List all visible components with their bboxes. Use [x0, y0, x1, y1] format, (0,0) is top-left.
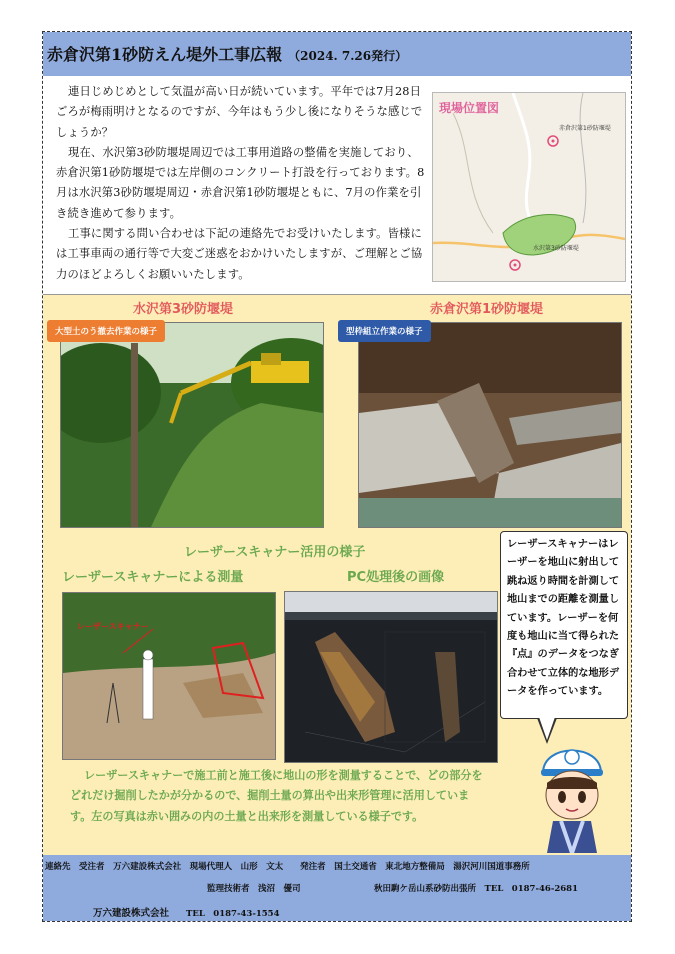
engineer-name: 浅沼 優司 [258, 884, 301, 894]
bubble-text: レーザースキャナーはレーザーを地山に射出して跳ね返り時間を計測して地山までの距離を測量しています。レーザーを何度も地山に当て得られた『点』のデータをつなぎ合わせて立体的な地形データを作っています。 [507, 539, 620, 698]
akakura-section-title: 赤倉沢第1砂防堰堤 [430, 302, 544, 317]
footer-office [374, 882, 578, 894]
laser-section-title: レーザースキャナー活用の様子 [184, 545, 366, 560]
caption-text: レーザースキャナーで施工前と施工後に地山の形を測量することで、どの部分をどれだけ掘削したかが分かるので、掘削土量の算出や出来形管理に活用しています。左の写真は赤い囲みの内の土量と出来形を測量している様子です。 [70, 769, 483, 823]
pc-processed-photo [284, 591, 498, 763]
contact-footer [43, 855, 631, 921]
intro-text [56, 82, 428, 285]
office-name: 秋田駒ケ岳山系砂防出張所 [374, 884, 477, 894]
title-text: 赤倉沢第1砂防えん堤外工事広報 [47, 45, 283, 64]
mizusawa-photo [60, 322, 324, 528]
mizusawa-photo-tag: 大型土のう撤去作業の様子 [47, 320, 165, 342]
footer-row-2 [207, 882, 301, 894]
footer-row-1 [45, 860, 530, 872]
akakura-photo-tag: 型枠組立作業の様子 [338, 320, 431, 342]
intro-paragraph: 連日じめじめとして気温が高い日が続いています。平年では7月28日ごろが梅雨明けとなるのですが、今年はもう少し後になりそうな感じでしょうか？ [56, 85, 423, 139]
location-map [432, 92, 626, 282]
laser-measure-image [63, 593, 275, 759]
map-label-mizusawa: 水沢第3砂防堰堤 [533, 245, 579, 252]
company-name: 万六建設株式会社 [93, 908, 170, 919]
explanation-bubble [500, 531, 628, 719]
mascot-graphic [535, 735, 609, 853]
laser-caption [70, 766, 488, 827]
pc-processed-title: PC処理後の画像 [347, 570, 445, 585]
issue-date: （2024. 7.26発行） [288, 49, 408, 63]
map-label-akakura: 赤倉沢第1砂防堰堤 [559, 125, 611, 132]
mizusawa-section-title: 水沢第3砂防堰堤 [133, 302, 234, 317]
company-tel: TEL 0187-43-1554 [186, 909, 280, 919]
mizusawa-photo-image [61, 323, 323, 527]
site-agent-name: 山形 文太 [240, 862, 284, 872]
akakura-photo [358, 322, 622, 528]
laser-measure-title: レーザースキャナーによる測量 [62, 570, 244, 585]
orderer-label: 発注者 [300, 862, 326, 872]
site-agent-label: 現場代理人 [189, 862, 233, 872]
contractor-label: 受注者 [79, 862, 105, 872]
page-title [47, 42, 407, 65]
orderer-name: 国土交通省 東北地方整備局 湯沢河川国道事務所 [334, 862, 530, 872]
laser-label: レーザースキャナー [77, 622, 149, 631]
mascot-illustration [535, 735, 609, 853]
contact-label: 連絡先 [45, 862, 71, 872]
laser-measure-photo [62, 592, 276, 760]
map-title: 現場位置図 [439, 101, 500, 115]
pc-processed-image [285, 592, 497, 762]
footer-row-3 [93, 905, 280, 919]
akakura-photo-image [359, 323, 621, 527]
header-bar [43, 32, 631, 76]
engineer-label: 監理技術者 [207, 884, 250, 894]
contractor-name: 万六建設株式会社 [113, 862, 182, 872]
office-tel: TEL 0187-46-2681 [484, 884, 579, 894]
intro-paragraph: 現在、水沢第3砂防堰堤周辺では工事用道路の整備を実施しており、赤倉沢第1砂防堰堤では左岸側のコンクリート打設を行っております。8月は水沢第3砂防堰堤周辺・赤倉沢第1砂防堰堤ともに、7月の作業を引き続き進めて参ります。 [56, 145, 425, 220]
map-graphic [433, 93, 625, 281]
intro-paragraph: 工事に関する問い合わせは下記の連絡先でお受けいたします。皆様には工事車両の通行等で大変ご迷惑をおかけいたしますが、ご理解とご協力のほどよろしくお願いいたします。 [56, 227, 423, 281]
